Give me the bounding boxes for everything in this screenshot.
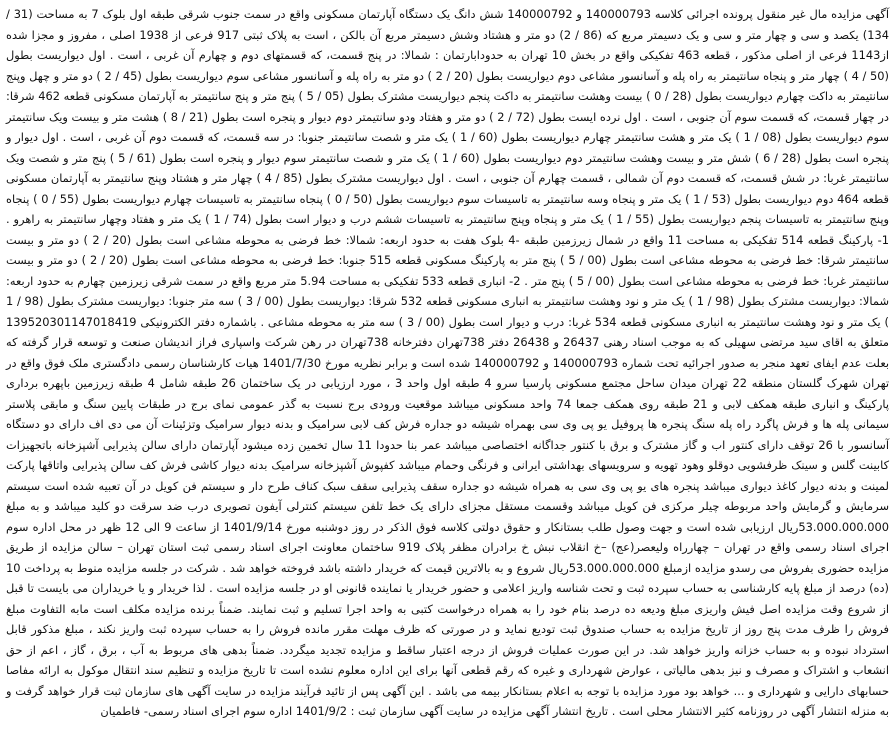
auction-notice-text: آگهی مزایده مال غیر منقول پرونده اجرائی کلاسه 140000793 و 140000792 شش دانگ یک دستگاه آپارتمان مسکونی واقع در سمت جنوب شرقی طبقه اول بلوک 7 به مساحت (31 / 134) یکصد و سی و چهار متر و سی و یک دسیمتر مربع که (86 / 2) دو متر و هشتاد وشش دسیمتر مربع آن بالکن ، است به پلاک ثبتی 917 فرعی از 1938 اصلی ، مفروز و مجزا شده از1143 فرعی از اصلی مذکور ، قطعه 463 تفکیکی واقع در بخش 10 تهران به حدودابارتمان : شمالا: در پنج قسمت، که قسمتهای دوم و چهارم آن غربی ، است . اول دیواریست بطول (50 / 4 ) چهار متر و پنجاه سانتیمتر به راه پله و آسانسور مشاعی دوم دیواریست بطول (20 / 2 ) دو متر به راه پله و آسانسور مشاعی سوم دیواریست بطول (45 / 2 ) دو متر و چهل وپنج سانتیمتر به داکت چهارم دیواریست بطول (28 / 0 ) بیست وهشت سانتیمتر به داکت پنجم دیواریست مشترک بطول (05 / 5 ) پنج متر و پنج سانتیمتر به آپارتمان مسکونی قطعه 462 شرقا: در چهار قسمت، که قسمت سوم آن جنوبی ، است . اول نرده ایست بطول (72 / 2 ) دو متر و هفتاد ودو سانتیمتر دوم دیوار و پنجره است بطول (21 / 8 ) هشت متر و بیست ویک سانتیمتر سوم دیواریست بطول (08 / 1 ) یک متر و هشت سانتیمتر چهارم دیواریست بطول (60 / 1 ) یک متر و شصت سانتیمتر جنوبا: در سه قسمت، که قسمت دوم آن غربی ، است . اول دیوار و پنجره است بطول (28 / 6 ) شش متر و بیست وهشت سانتیمتر دوم دیواریست بطول (60 / 1 ) یک متر و شصت سانتیمتر سوم دیوار و پنجره است بطول (61 / 5 ) پنج متر و شصت ویک سانتیمتر غربا: در شش قسمت، که قسمت دوم آن شمالی ، قسمت چهارم آن جنوبی ، است . اول دیواریست مشترک بطول (85 / 4 ) چهار متر و هشتاد وپنج سانتیمتر به آپارتمان مسکونی قطعه 464 دوم دیواریست بطول (53 / 1 ) یک متر و پنجاه وسه سانتیمتر به تاسیسات سوم دیواریست بطول (50 / 0 ) پنجاه سانتیمتر به تاسیسات چهارم دیواریست بطول (55 / 0 ) پنجاه وپنج سانتیمتر به تاسیسات پنجم دیواریست بطول (55 / 1 ) یک متر و پنجاه وپنج سانتیمتر به تاسیسات ششم درب و دیوار است بطول (74 / 1 ) یک متر و هفتاد وچهار سانتیمتر به راهرو . 1- پارکینگ قطعه 514 تفکیکی به مساحت 11 واقع در شمال زیرزمین طبقه -4 بلوک هفت به حدود اربعه: شمالا: خط فرضی به محوطه مشاعی است بطول (20 / 2 ) دو متر و بیست سانتیمتر شرقا: خط فرضی به محوطه مشاعی است بطول (00 / 5 ) پنج متر به پارکینگ مسکونی قطعه 515 جنوبا: خط فرضی به محوطه مشاعی است بطول (20 / 2 ) دو متر و بیست سانتیمتر غربا: خط فرضی به محوطه مشاعی است بطول (00 / 5 ) پنج متر . 2- انباری قطعه 533 تفکیکی به مساحت 5.94 متر مربع واقع در سمت شرقی زیرزمین چهارم به حدود اربعه: شمالا: دیواریست مشترک بطول (98 / 1 ) یک متر و نود وهشت سانتیمتر به انباری مسکونی قطعه 532 شرقا: دیواریست بطول (00 / 3 ) سه متر جنوبا: دیواریست مشترک بطول (98 / 1 ) یک متر و نود وهشت سانتیمتر به انباری مسکونی قطعه 534 غربا: درب و دیوار است بطول (00 / 3 ) سه متر به محوطه مشاعی . باشماره دفتر الکترونیکی 139520301147018419 متعلق به اقای سید مرتضی سهیلی که به موجب اسناد رهنی 26437 و 26438 دفتر 738تهران دفترخانه 738تهران در رهن شرکت واسپاری فراز اندیشان صنعت و توسعه قرار گرفته که بعلت عدم ایفای تعهد منجر به صدور اجرائیه تحت شماره 140000793 و 140000792 شده است و برابر نظریه مورخ 1401/7/30 هیات کارشناسان رسمی دادگستری ملک فوق واقع در تهران شهرک گلستان منطقه 22 تهران میدان ساحل مجتمع مسکونی پارسیا سرو 4 طبقه اول واحد 3 ، مورد ارزیابی در یک ساختمان 26 طبقه شامل 4 طبقه زیرزمین باپهره برداری پارکینگ و انباری طبقه همکف لابی و 21 طبقه روی همکف جمعا 74 واحد مسکونی میباشد موقعیت ورودی برج نسبت به گذر عمومی نمای برج در طبقات پایین سنگ و مابقی پلاستر سیمانی پله ها و فرش پاگرد راه پله سنگ پنجره ها پروفیل یو پی وی سی بهمراه شیشه دو جداره فرش کف لابی سرامیک و بدنه دیوار سرامیک وتزئینات آن می دی اف دارای دو دستگاه آسانسور با 26 توقف دارای کنتور اب و گاز مشترک و برق با کنتور جداگانه اختصاصی میباشد عمر بنا حدودا 11 سال تخمین زده میشود آپارتمان دارای سالن پذیرایی آشپزخانه باتجهیزات کابینت گلس و سینک ظرفشویی دوقلو وهود تهویه و سرویسهای بهداشتی ایرانی و فرنگی وحمام میباشد کفپوش آشپزخانه سرامیک بدنه دیوار کاشی فرش کف سالن پذیرایی واتاقها پارکت لمینت و بدنه دیوار کاغذ دیواری میباشد پنجره های یو پی وی سی به همراه شیشه دو جداره سقف پذیرایی سقف سبک کناف طرح دار و سیستم فن کویل در آن تعبیه شده است سیستم سرمایش و گرمایش واحد مربوطه چیلر مرکزی فن کویل میباشد وقسمت مستقل مجزای دارای یک خط تلفن سیستم کنترلی آیفون تصویری درب ضد سرقت دو کلید میباشد و به مبلغ 53.000.000.000ریال ارزیابی شده است و جهت وصول طلب بستانکار و حقوق دولتی کلاسه فوق الذکر در روز دوشنبه مورخ 1401/9/14 از ساعت 9 الی 12 ظهر در محل اداره سوم اجرای اسناد رسمی واقع در تهران – چهارراه ولیعصر(عج) –خ انقلاب نبش خ برادران مظفر پلاک 919 ساختمان معاونت اجرای اسناد رسمی ثبت استان تهران – سالن مزایده از طریق مزایده حضوری بفروش می رسدو مزایده ازمبلغ 53.000.000.000ریال شروع و به بالاترین قیمت که خریدار داشته باشد فروخته خواهد شد . شرکت در جلسه مزایده منوط به پرداخت 10 (ده) درصد از مبلغ پایه کارشناسی به حساب سپرده ثبت و تحت شناسه واریز اعلامی و حضور خریدار یا نماینده قانونی او در جلسه مزایده است . لذا خریدار و یا خریداران می بایست تا قبل از شروع وقت مزایده اصل فیش واریزی مبلغ ودیعه ده درصد بنام خود را به همراه درخواست کتبی به واحد اجرا تسلیم و ثبت نمایند. ضمناً برنده مزایده مکلف است مابه التفاوت مبلغ فروش را ظرف مدت پنج روز از تاریخ مزایده به حساب صندوق ثبت تودیع نماید و در صورتی که ظرف مهلت مقرر مانده فروش را به حساب سپرده ثبت واریز نکند ، مبلغ مذکور قابل استرداد نبوده و به حساب خزانه واریز خواهد شد. در این صورت عملیات فروش از درجه اعتبار ساقط و مزایده تجدید میگردد. ضمناً بدهی های مربوط به آب ، برق ، گاز ، اعم از حق انشعاب و اشتراک و مصرف و نیز بدهی مالیاتی ، عوارض شهرداری و غیره که رقم قطعی آنها برای این اداره معلوم نشده است تا تاریخ مزایده و تنظیم سند انتقال موکول به ارائه مفاصا حسابهای دارایی و شهرداری و ... خواهد بود مورد مزایده با توجه به اعلام بستانکار بیمه می باشد . این آگهی پس از تائید فرآیند مزایده در سایت آگهی های سازمان ثبت قرار خواهد گرفت و به منزله انتشار آگهی در روزنامه کثیر الانتشار محلی است . تاریخ انتشار آگهی مزایده در سایت آگهی سازمان ثبت : 1401/9/2 اداره سوم اجرای اسناد رسمی- فاطمیان bbox=[6, 7, 890, 718]
